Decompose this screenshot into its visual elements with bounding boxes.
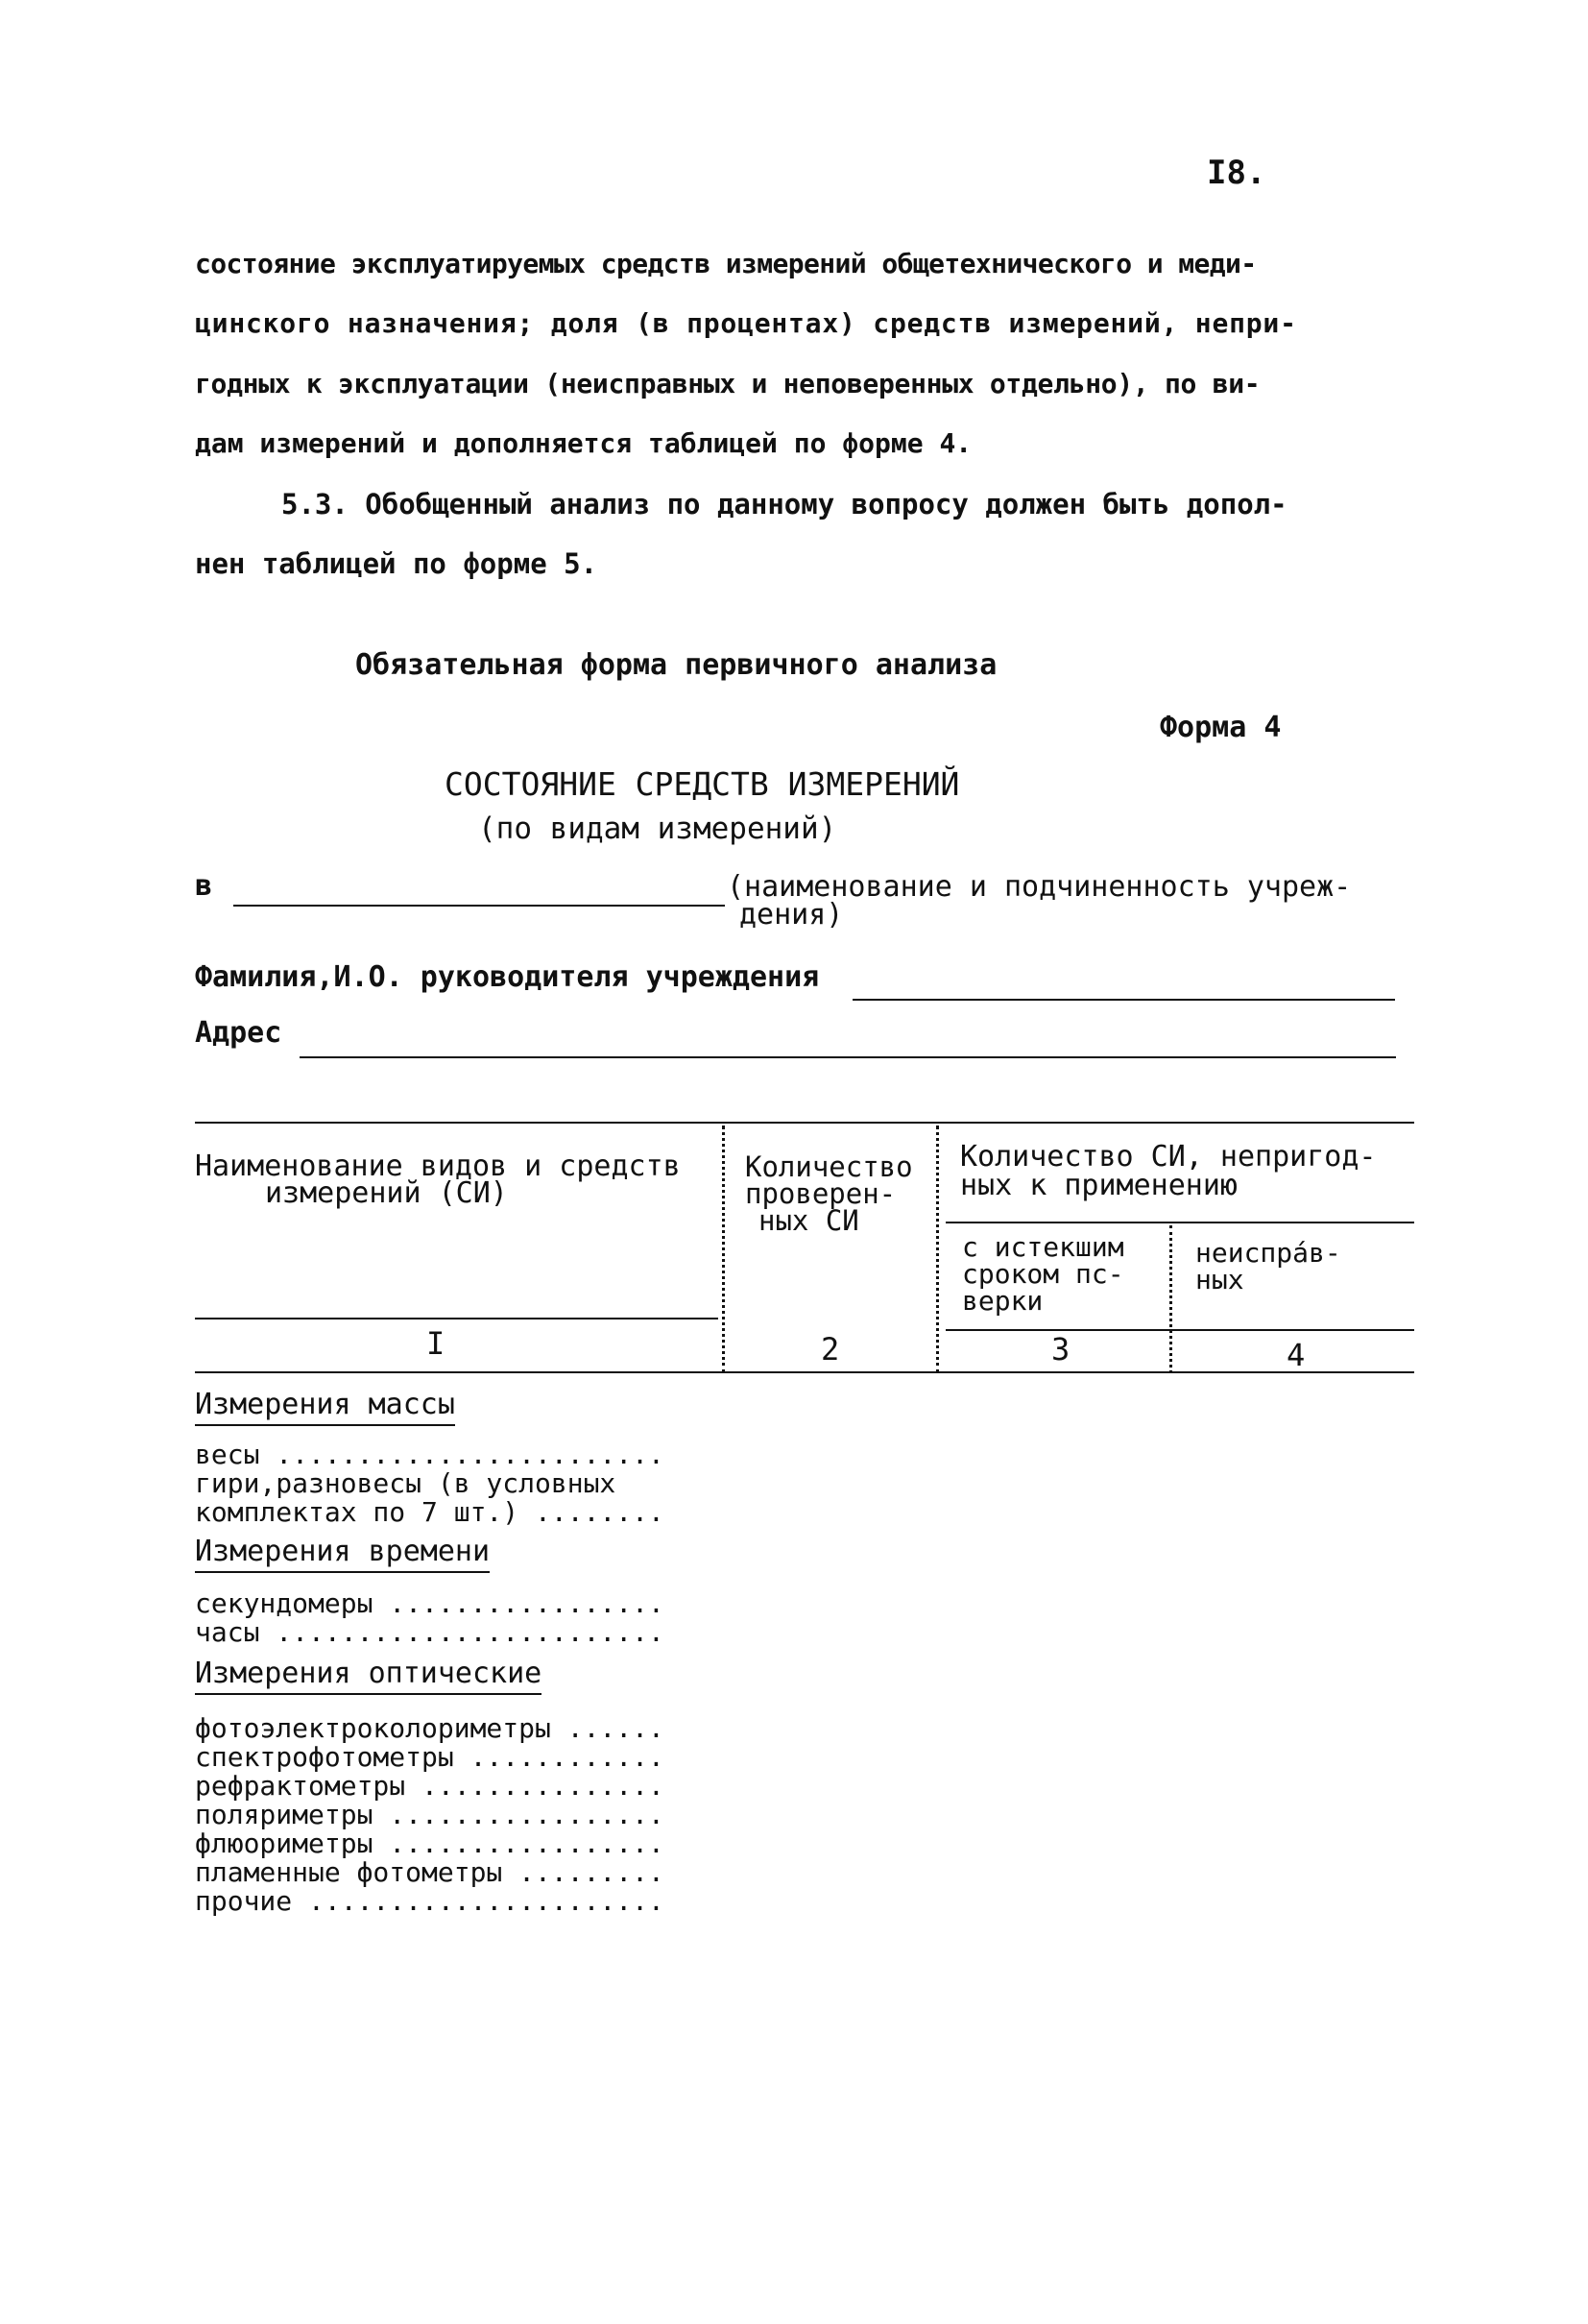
column-divider <box>722 1126 725 1373</box>
list-item: спектрофотометры ............ <box>195 1741 664 1773</box>
page-number: I8. <box>1207 154 1266 192</box>
column-divider <box>936 1126 939 1373</box>
list-item: прочие ...................... <box>195 1885 664 1917</box>
form-caption: Обязательная форма первичного анализа <box>355 648 998 682</box>
section-title: Измерения массы <box>195 1388 455 1426</box>
form-title: СОСТОЯНИЕ СРЕДСТВ ИЗМЕРЕНИЙ <box>445 765 960 803</box>
in-prefix: в <box>195 869 213 903</box>
group-header-line: ных к применению <box>960 1169 1238 1202</box>
head-label: Фамилия,И.О. руководителя учреждения <box>195 960 820 994</box>
intro-line: состояние эксплуатируемых средств измерений общетехнического и меди- <box>195 248 1257 279</box>
form-subtitle: (по видам измерений) <box>478 811 837 846</box>
institution-blank-line <box>233 905 725 907</box>
paragraph-line: нен таблицей по форме 5. <box>195 547 598 580</box>
col4-header-line: неиспрáв- <box>1195 1237 1341 1269</box>
column-number: 2 <box>821 1331 840 1368</box>
list-item: флюориметры ................. <box>195 1828 664 1859</box>
form-label: Форма 4 <box>1160 711 1282 744</box>
list-item: пламенные фотометры ......... <box>195 1856 664 1888</box>
col3-header-line: верки <box>962 1285 1044 1317</box>
table-header-bottom-rule <box>195 1318 718 1319</box>
list-item: рефрактометры ............... <box>195 1770 664 1802</box>
column-divider <box>1169 1225 1172 1373</box>
list-item: часы ........................ <box>195 1616 664 1648</box>
section-title: Измерения оптические <box>195 1657 541 1695</box>
list-item: поляриметры ................. <box>195 1799 664 1830</box>
column-number: I <box>426 1325 445 1362</box>
table-header-bottom-rule <box>946 1329 1414 1331</box>
col4-header-line: ных <box>1195 1264 1244 1295</box>
table-number-row-rule <box>195 1371 1414 1373</box>
list-item: секундомеры ................. <box>195 1587 664 1619</box>
group-header-line: Количество СИ, непригод- <box>960 1140 1377 1174</box>
table-top-rule <box>195 1122 1414 1124</box>
col1-header-line: Наименование видов и средств <box>195 1150 681 1183</box>
list-item: фотоэлектроколориметры ...... <box>195 1712 664 1744</box>
address-blank-line <box>300 1056 1396 1058</box>
list-item: гири,разновесы (в условных <box>195 1467 616 1499</box>
col3-header-line: с истекшим <box>962 1231 1124 1263</box>
col2-header-line: Количество <box>745 1150 913 1183</box>
column-number: 3 <box>1051 1331 1071 1368</box>
institution-note-continued: дения) <box>739 898 844 932</box>
section-title: Измерения времени <box>195 1535 490 1573</box>
list-item: комплектах по 7 шт.) ........ <box>195 1496 664 1528</box>
head-blank-line <box>853 999 1395 1001</box>
table-group-rule <box>946 1222 1414 1223</box>
intro-line: дам измерений и дополняется таблицей по форме 4. <box>195 427 973 459</box>
col3-header-line: сроком пс- <box>962 1258 1124 1290</box>
address-label: Адрес <box>195 1016 282 1050</box>
col2-header-line: проверен- <box>745 1177 897 1210</box>
intro-line: цинского назначения; доля (в процентах) средств измерений, непри- <box>195 307 1297 339</box>
paragraph-line: 5.3. Обобщенный анализ по данному вопросу должен быть допол- <box>281 488 1287 520</box>
col2-header-line: ных СИ <box>758 1204 859 1237</box>
institution-note: (наименование и подчиненность учреж- <box>727 870 1352 904</box>
intro-line: годных к эксплуатации (неисправных и неповеренных отдельно), по ви- <box>195 368 1261 399</box>
list-item: весы ........................ <box>195 1439 664 1470</box>
col1-header-line: измерений (СИ) <box>265 1176 508 1210</box>
column-number: 4 <box>1287 1337 1306 1373</box>
